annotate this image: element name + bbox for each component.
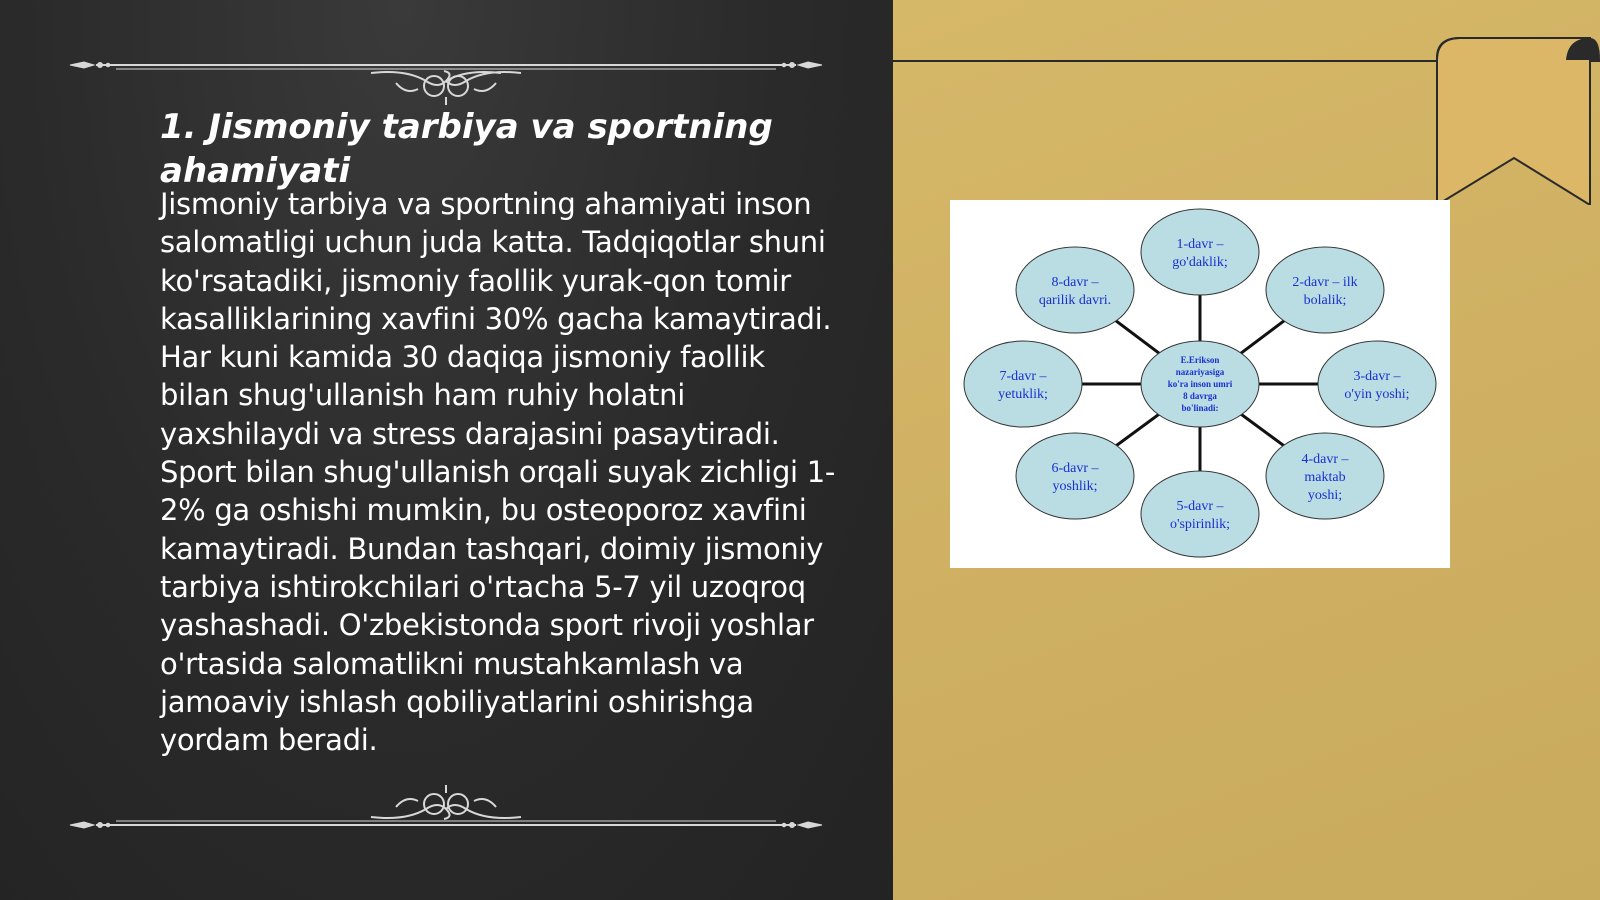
diagram-node-n2-text: bolalik; [1303, 292, 1347, 308]
diagram-node-n5-text: o'spirinlik; [1169, 516, 1231, 532]
diagram-node-n1-text: go'daklik; [1172, 254, 1228, 270]
diagram-node-n4-text: maktab [1304, 469, 1346, 485]
diagram-node-n7 [964, 341, 1082, 427]
diagram-node-n5-text: 5-davr – [1176, 498, 1224, 514]
diagram-node-n6-text: yoshlik; [1052, 478, 1098, 494]
diagram-node-n7-text: 7-davr – [999, 368, 1047, 384]
diagram-center-node-text: bo'linadi: [1181, 403, 1219, 414]
diagram-center-node-text: nazariyasiga [1175, 367, 1225, 378]
diagram-center-node-text: 8 davrga [1183, 391, 1217, 402]
diagram-node-n8-text: 8-davr – [1051, 274, 1099, 290]
diagram-node-n3-text: o'yin yoshi; [1344, 386, 1410, 402]
top-ornament-divider [66, 45, 826, 105]
diagram-node-n2-text: 2-davr – ilk [1292, 274, 1358, 290]
bookmark-ribbon-icon [1400, 30, 1600, 205]
diagram-node-n4-text: yoshi; [1307, 487, 1343, 503]
diagram-center-node-text: E.Erikson [1180, 355, 1220, 366]
diagram-node-n4-text: 4-davr – [1301, 451, 1349, 467]
slide-title: 1. Jismoniy tarbiya va sportning ahamiyati [160, 107, 773, 191]
diagram-node-n8-text: qarilik davri. [1038, 292, 1112, 308]
diagram-node-n6 [1016, 433, 1134, 519]
diagram-node-n7-text: yetuklik; [998, 386, 1048, 402]
bottom-ornament-divider [66, 775, 826, 835]
diagram-node-n4 [1266, 433, 1384, 519]
diagram-center-node [1141, 341, 1259, 427]
diagram-node-n3 [1318, 341, 1436, 427]
diagram-node-n3-text: 3-davr – [1353, 368, 1401, 384]
erikson-stages-diagram [950, 200, 1450, 568]
diagram-node-n1-text: 1-davr – [1176, 236, 1224, 252]
slide-body-text: Jismoniy tarbiya va sportning ahamiyati inson salomatligi uchun juda katta. Tadqiqotlar shuni ko'rsatadiki, jismoniy faollik yurak-qon tomir kasalliklarining xavfini 30% gacha kamaytiradi. Har kuni kamida 30 daqiqa jismoniy faollik bilan shug'ullanish ham ruhiy holatni yaxshilaydi va stress darajasini pasaytiradi. Sport bilan shug'ullanish orqali suyak zichligi 1-2% ga oshishi mumkin, bu osteoporoz xavfini kamaytiradi. Bundan tashqari, doimiy jismoniy tarbiya ishtirokchilari o'rtacha 5-7 yil uzoqroq yashashadi. O'zbekistonda sport rivoji yoshlar o'rtasida salomatlikni mustahkamlash va jamoaviy ishlash qobiliyatlarini oshirishga yordam beradi. [160, 187, 836, 758]
diagram-node-n8 [1016, 247, 1134, 333]
diagram-node-n1 [1141, 209, 1259, 295]
diagram-node-n6-text: 6-davr – [1051, 460, 1099, 476]
diagram-node-n5 [1141, 471, 1259, 557]
diagram-center-node-text: ko'ra inson umri [1167, 379, 1233, 390]
diagram-node-n2 [1266, 247, 1384, 333]
